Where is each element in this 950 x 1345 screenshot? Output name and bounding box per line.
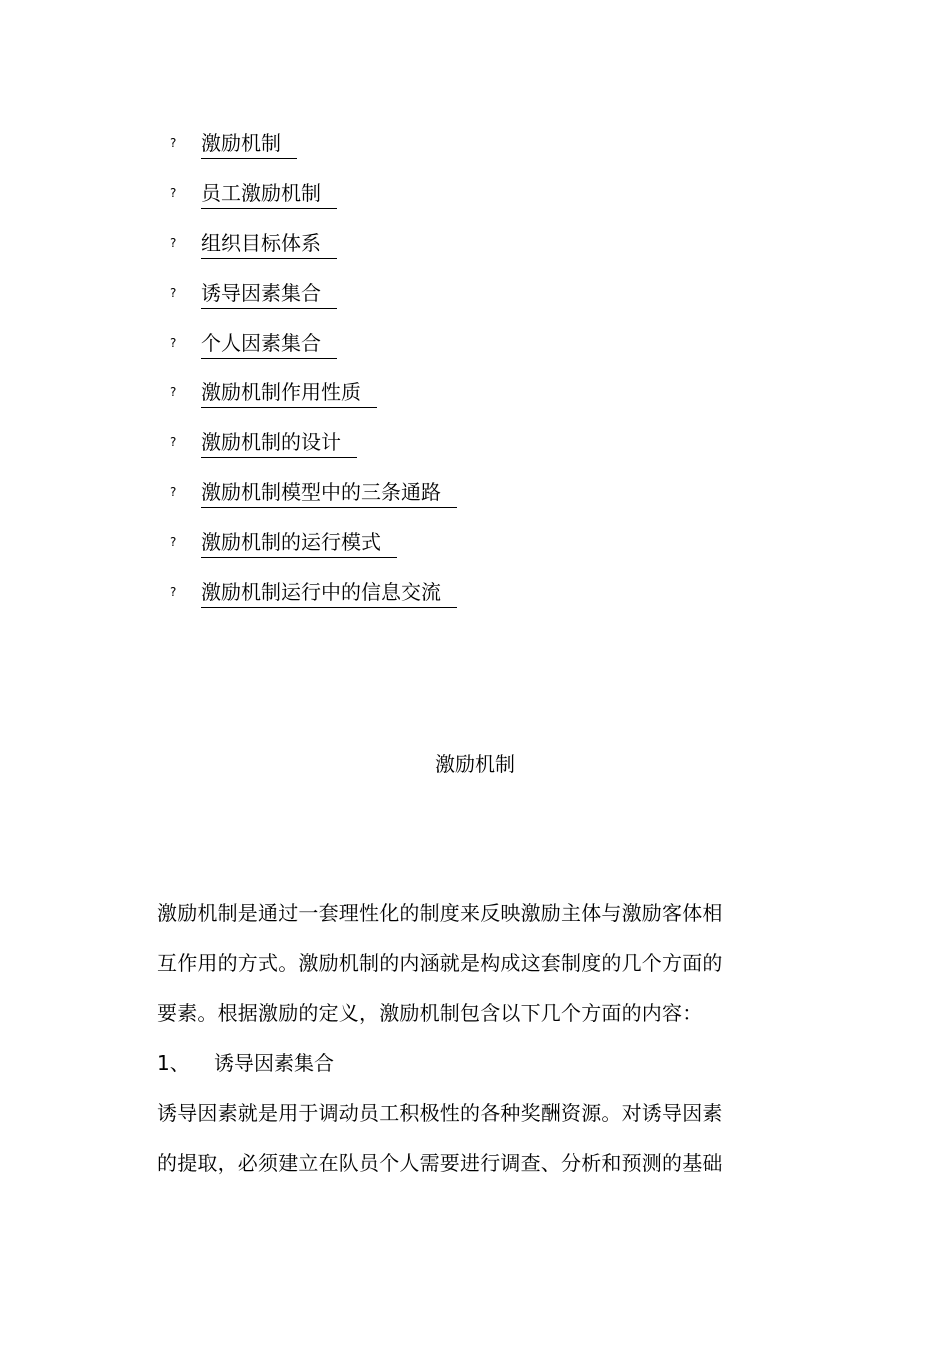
toc-item[interactable]: [170, 278, 337, 308]
bullet-icon: ?: [170, 485, 177, 499]
toc-item[interactable]: [170, 228, 337, 258]
bullet-icon: ?: [170, 435, 177, 449]
bullet-icon: ?: [170, 136, 177, 150]
toc-link[interactable]: 激励机制作用性质: [201, 377, 377, 408]
toc-link[interactable]: 激励机制: [201, 128, 297, 159]
toc-item[interactable]: [170, 328, 337, 358]
toc-link[interactable]: 个人因素集合: [201, 328, 337, 359]
toc-link[interactable]: 激励机制的运行模式: [201, 527, 397, 558]
section-number: 1、: [157, 1051, 190, 1075]
toc-item[interactable]: [170, 178, 337, 208]
bullet-icon: ?: [170, 535, 177, 549]
toc-item[interactable]: [170, 577, 457, 607]
bullet-icon: ?: [170, 336, 177, 350]
paragraph-line: 互作用的方式。激励机制的内涵就是构成这套制度的几个方面的: [157, 951, 723, 975]
section-heading: 诱导因素集合: [214, 1051, 334, 1075]
section-paragraph: [157, 1088, 757, 1188]
bullet-icon: ?: [170, 186, 177, 200]
toc-item[interactable]: [170, 427, 357, 457]
paragraph-line: 诱导因素就是用于调动员工积极性的各种奖酬资源。对诱导因素: [157, 1101, 723, 1125]
paragraph-line: 的提取，必须建立在队员个人需要进行调查、分析和预测的基础: [157, 1151, 723, 1175]
toc-link[interactable]: 激励机制运行中的信息交流: [201, 577, 457, 608]
bullet-icon: ?: [170, 585, 177, 599]
intro-paragraph: [157, 888, 757, 1038]
toc-link[interactable]: 诱导因素集合: [201, 278, 337, 309]
article-title: 激励机制: [435, 752, 515, 776]
paragraph-line: 激励机制是通过一套理性化的制度来反映激励主体与激励客体相: [157, 901, 723, 925]
paragraph-line: 要素。根据激励的定义，激励机制包含以下几个方面的内容：: [157, 1001, 703, 1025]
toc-link[interactable]: 组织目标体系: [201, 228, 337, 259]
toc-link[interactable]: 员工激励机制: [201, 178, 337, 209]
toc-item[interactable]: [170, 477, 457, 507]
toc-item[interactable]: [170, 377, 377, 407]
bullet-icon: ?: [170, 236, 177, 250]
bullet-icon: ?: [170, 385, 177, 399]
toc-item[interactable]: [170, 527, 397, 557]
toc-link[interactable]: 激励机制的设计: [201, 427, 357, 458]
toc-link[interactable]: 激励机制模型中的三条通路: [201, 477, 457, 508]
toc-item[interactable]: [170, 128, 297, 158]
bullet-icon: ?: [170, 286, 177, 300]
